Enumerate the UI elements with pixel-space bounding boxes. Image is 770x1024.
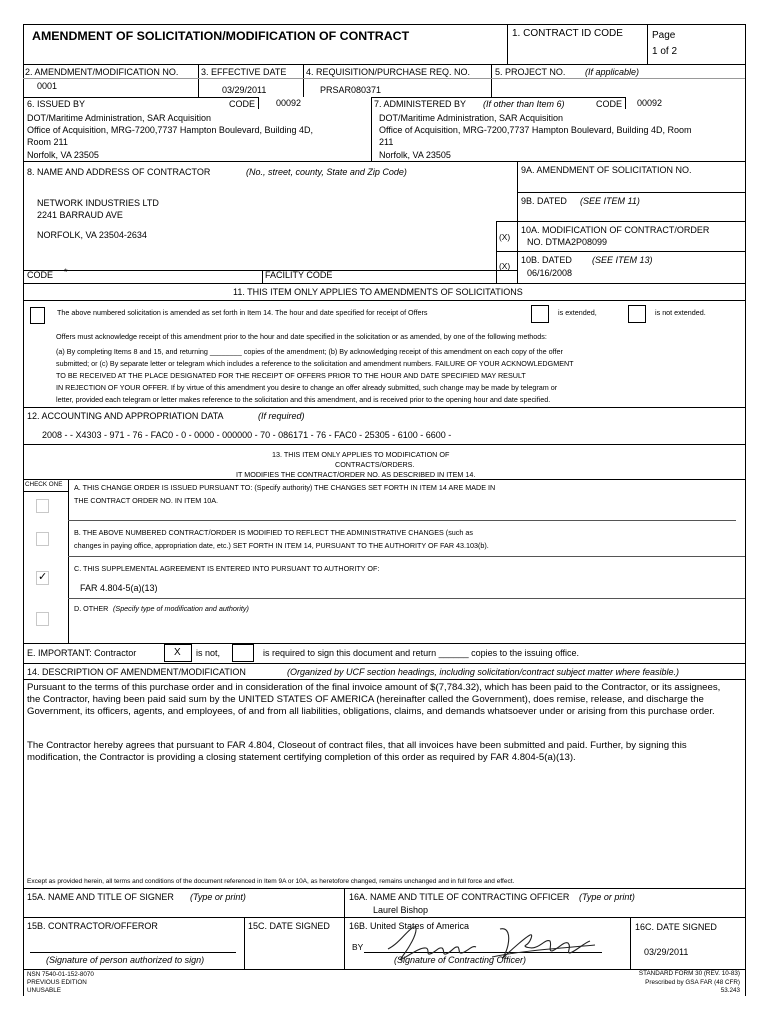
item14-hint: (Organized by UCF section headings, including solicitation/contract subject matter where feasible.) xyxy=(287,667,680,677)
administered-by-line1: DOT/Maritime Administration, SAR Acquisition xyxy=(379,113,564,123)
administered-by-line4: Norfolk, VA 23505 xyxy=(379,150,451,160)
item14-para-2: The Contractor hereby agrees that pursuant to FAR 4.804, Closeout of contract files, that all invoices have been submitted and paid. Further, by signing this modification, the Contractor is providing a closing statement certifying completion of this order as required by FAR 4.804-5(a)(13). xyxy=(27,740,687,763)
check-mark-icon: ✓ xyxy=(38,571,48,583)
item15a-hint: (Type or print) xyxy=(190,892,246,902)
issued-by-label: 6. ISSUED BY xyxy=(27,99,86,109)
is-not-extended-label: is not extended. xyxy=(655,308,706,317)
item9b-hint: (SEE ITEM 11) xyxy=(580,196,640,206)
item10a-mark: (X) xyxy=(499,232,511,242)
item13b-checkbox[interactable] xyxy=(36,532,49,546)
administered-by-line3: 211 xyxy=(379,137,394,147)
contractor-code-value: * xyxy=(64,267,68,277)
item16c-label: 16C. DATE SIGNED xyxy=(635,922,717,932)
previous-edition: PREVIOUS EDITION xyxy=(27,979,87,986)
except-line: Except as provided herein, all terms and conditions of the document referenced in Item 9A or 10A, as heretofore changed, remains unchanged and in full force and effect. xyxy=(27,878,515,885)
standard-form-label: STANDARD FORM 30 (REV. 10-83) xyxy=(638,970,740,977)
contractor-name: NETWORK INDUSTRIES LTD xyxy=(37,198,159,208)
administered-by-code-label: CODE xyxy=(596,99,623,109)
item13a-checkbox[interactable] xyxy=(36,499,49,513)
contractor-code-label: CODE xyxy=(27,270,54,280)
administered-by-label: 7. ADMINISTERED BY xyxy=(374,99,467,109)
item15b-label: 15B. CONTRACTOR/OFFEROR xyxy=(27,921,158,931)
item11-heading: 11. THIS ITEM ONLY APPLIES TO AMENDMENTS OF SOLICITATIONS xyxy=(233,287,523,297)
item10b-date: 06/16/2008 xyxy=(527,268,573,278)
item10a-number: NO. DTMA2P08099 xyxy=(527,237,608,247)
is-extended-label: is extended, xyxy=(558,308,597,317)
item10b-mark: (X) xyxy=(499,261,511,271)
check-one-label: CHECK ONE xyxy=(25,481,63,488)
offers-line: Offers must acknowledge receipt of this amendment prior to the hour and date specified in the solicitation or as amended, by one of the following methods: xyxy=(56,332,547,341)
accounting-data: 2008 - - X4303 - 971 - 76 - FAC0 - 0 - 0000 - 000000 - 70 - 086171 - 76 - FAC0 - 25305 - 6100 - 6600 - xyxy=(42,430,452,440)
item13d-checkbox[interactable] xyxy=(36,612,49,626)
amendment-no: 0001 xyxy=(37,81,58,91)
item9a-label: 9A. AMENDMENT OF SOLICITATION NO. xyxy=(521,165,692,175)
x-mark: X xyxy=(174,647,181,658)
item11-para-2: submitted; or (c) By separate letter or telegram which includes a reference to the solicitation and amendment numbers. FAILURE OF YOUR ACKNOWLEDGMENT xyxy=(56,359,574,368)
item13-heading-2: CONTRACTS/ORDERS. xyxy=(335,460,415,469)
item13d-label: D. OTHER xyxy=(74,604,109,613)
important-label: E. IMPORTANT: Contractor xyxy=(27,648,137,658)
issued-by-line1: DOT/Maritime Administration, SAR Acquisition xyxy=(27,113,212,123)
is-required-checkbox[interactable] xyxy=(232,644,254,662)
extended-checkbox[interactable] xyxy=(531,305,549,323)
officer-name: Laurel Bishop xyxy=(373,905,429,915)
item13c-line1: C. THIS SUPPLEMENTAL AGREEMENT IS ENTERED INTO PURSUANT TO AUTHORITY OF: xyxy=(74,564,380,573)
administered-by-code: 00092 xyxy=(637,98,663,108)
item13a-line2: THE CONTRACT ORDER NO. IN ITEM 10A. xyxy=(74,496,219,505)
item5-label: 5. PROJECT NO. xyxy=(495,67,566,77)
item11-sentence: The above numbered solicitation is amended as set forth in Item 14. The hour and date specified for receipt of Offers xyxy=(57,308,428,317)
item5-hint: (If applicable) xyxy=(585,67,640,77)
issued-by-line2: Office of Acquisition, MRG-7200,7737 Hampton Boulevard, Building 4D, xyxy=(27,125,313,135)
form-title: AMENDMENT OF SOLICITATION/MODIFICATION OF CONTRACT xyxy=(32,29,410,43)
is-not-checkbox[interactable] xyxy=(164,644,192,662)
issued-by-code-label: CODE xyxy=(229,99,256,109)
is-required-label: is required to sign this document and return ______ copies to the issuing office. xyxy=(263,648,580,658)
sig-officer-label: (Signature of Contracting Officer) xyxy=(394,955,527,965)
item16b-label: 16B. United States of America xyxy=(349,921,470,931)
item11-para-1: (a) By completing Items 8 and 15, and returning ________ copies of the amendment; (b) By acknowledging receipt of this amendment on each copy of the offer xyxy=(56,347,563,356)
item13c-line2: FAR 4.804-5(a)(13) xyxy=(80,583,158,593)
item13a-line1: A. THIS CHANGE ORDER IS ISSUED PURSUANT TO: (Specify authority) THE CHANGES SET FORTH IN ITEM 14 ARE MADE IN xyxy=(74,483,496,492)
not-extended-checkbox[interactable] xyxy=(628,305,646,323)
far-code: 53.243 xyxy=(720,987,740,994)
nsn-label: NSN 7540-01-152-8070 xyxy=(27,971,94,978)
by-label: BY xyxy=(352,942,364,952)
gsa-label: Prescribed by GSA FAR (48 CFR) xyxy=(645,979,740,986)
contractor-street: 2241 BARRAUD AVE xyxy=(37,210,123,220)
item15c-label: 15C. DATE SIGNED xyxy=(248,921,330,931)
item3-label: 3. EFFECTIVE DATE xyxy=(201,67,287,77)
item4-label: 4. REQUISITION/PURCHASE REQ. NO. xyxy=(306,67,471,77)
item11-para-3: TO BE RECEIVED AT THE PLACE DESIGNATED FOR THE RECEIPT OF OFFERS PRIOR TO THE HOUR AND DATE SPECIFIED MAY RESULT xyxy=(56,371,526,380)
item11-para-4: IN REJECTION OF YOUR OFFER. If by virtue of this amendment you desire to change an offer already submitted, such change may be made by telegram or xyxy=(56,383,558,392)
item12-label: 12. ACCOUNTING AND APPROPRIATION DATA xyxy=(27,411,224,421)
is-not-label: is not, xyxy=(196,648,221,658)
item13c-checkbox[interactable] xyxy=(36,571,49,585)
item10a-label: 10A. MODIFICATION OF CONTRACT/ORDER xyxy=(521,225,710,235)
item13b-line1: B. THE ABOVE NUMBERED CONTRACT/ORDER IS MODIFIED TO REFLECT THE ADMINISTRATIVE CHANGES (such as xyxy=(74,528,473,537)
contractor-hint: (No., street, county, State and Zip Code) xyxy=(246,167,407,177)
issued-by-line3: Room 211 xyxy=(27,137,68,147)
administered-by-hint: (If other than Item 6) xyxy=(483,99,565,109)
issued-by-line4: Norfolk, VA 23505 xyxy=(27,150,99,160)
item14-label: 14. DESCRIPTION OF AMENDMENT/MODIFICATION xyxy=(27,667,246,677)
requisition-no: PRSAR080371 xyxy=(320,85,382,95)
item14-para-1: Pursuant to the terms of this purchase order and in consideration of the final invoice amount of $(7,784.32), which has been paid to the Contractor, or its assignees, the Contractor, having been paid said sum by the UNITED STATES OF AMERICA (hereinafter called the Government), does remise, release, and discharge the Government, its officers, agents, and employees, of and from all liabilities, obligations, claims, and demands whatsoever under or arising from this purchase order. xyxy=(27,682,721,717)
item9b-label: 9B. DATED xyxy=(521,196,567,206)
item2-label: 2. AMENDMENT/MODIFICATION NO. xyxy=(25,67,179,77)
item13b-line2: changes in paying office, appropriation date, etc.) SET FORTH IN ITEM 14, PURSUANT TO THE AUTHORITY OF FAR 43.103(b). xyxy=(74,541,489,550)
contractor-label: 8. NAME AND ADDRESS OF CONTRACTOR xyxy=(27,167,211,177)
page-of: 1 of 2 xyxy=(652,46,678,57)
item16a-hint: (Type or print) xyxy=(579,892,635,902)
item11-checkbox[interactable] xyxy=(30,307,45,324)
item13d-hint: (Specify type of modification and authority) xyxy=(113,604,249,613)
effective-date: 03/29/2011 xyxy=(222,85,267,95)
item10b-hint: (SEE ITEM 13) xyxy=(592,255,653,265)
administered-by-line2: Office of Acquisition, MRG-7200,7737 Hampton Boulevard, Building 4D, Room xyxy=(379,125,692,135)
item15a-label: 15A. NAME AND TITLE OF SIGNER xyxy=(27,892,174,902)
facility-code-label: FACILITY CODE xyxy=(265,270,333,280)
contract-id-label: 1. CONTRACT ID CODE xyxy=(512,28,623,39)
item11-para-5: letter, provided each telegram or letter makes reference to the solicitation and this amendment, and is received prior to the opening hour and date specified. xyxy=(56,395,551,404)
item12-hint: (If required) xyxy=(258,411,305,421)
contractor-city: NORFOLK, VA 23504-2634 xyxy=(37,230,147,240)
page-label: Page xyxy=(652,30,676,41)
sig-person-label: (Signature of person authorized to sign) xyxy=(46,955,205,965)
item16a-label: 16A. NAME AND TITLE OF CONTRACTING OFFICER xyxy=(349,892,570,902)
item13-heading-1: 13. THIS ITEM ONLY APPLIES TO MODIFICATION OF xyxy=(272,450,450,459)
date-signed: 03/29/2011 xyxy=(644,947,689,957)
issued-by-code: 00092 xyxy=(276,98,302,108)
unusable-label: UNUSABLE xyxy=(27,987,61,994)
item10b-label: 10B. DATED xyxy=(521,255,572,265)
item13-heading-3: IT MODIFIES THE CONTRACT/ORDER NO. AS DESCRIBED IN ITEM 14. xyxy=(236,470,476,479)
